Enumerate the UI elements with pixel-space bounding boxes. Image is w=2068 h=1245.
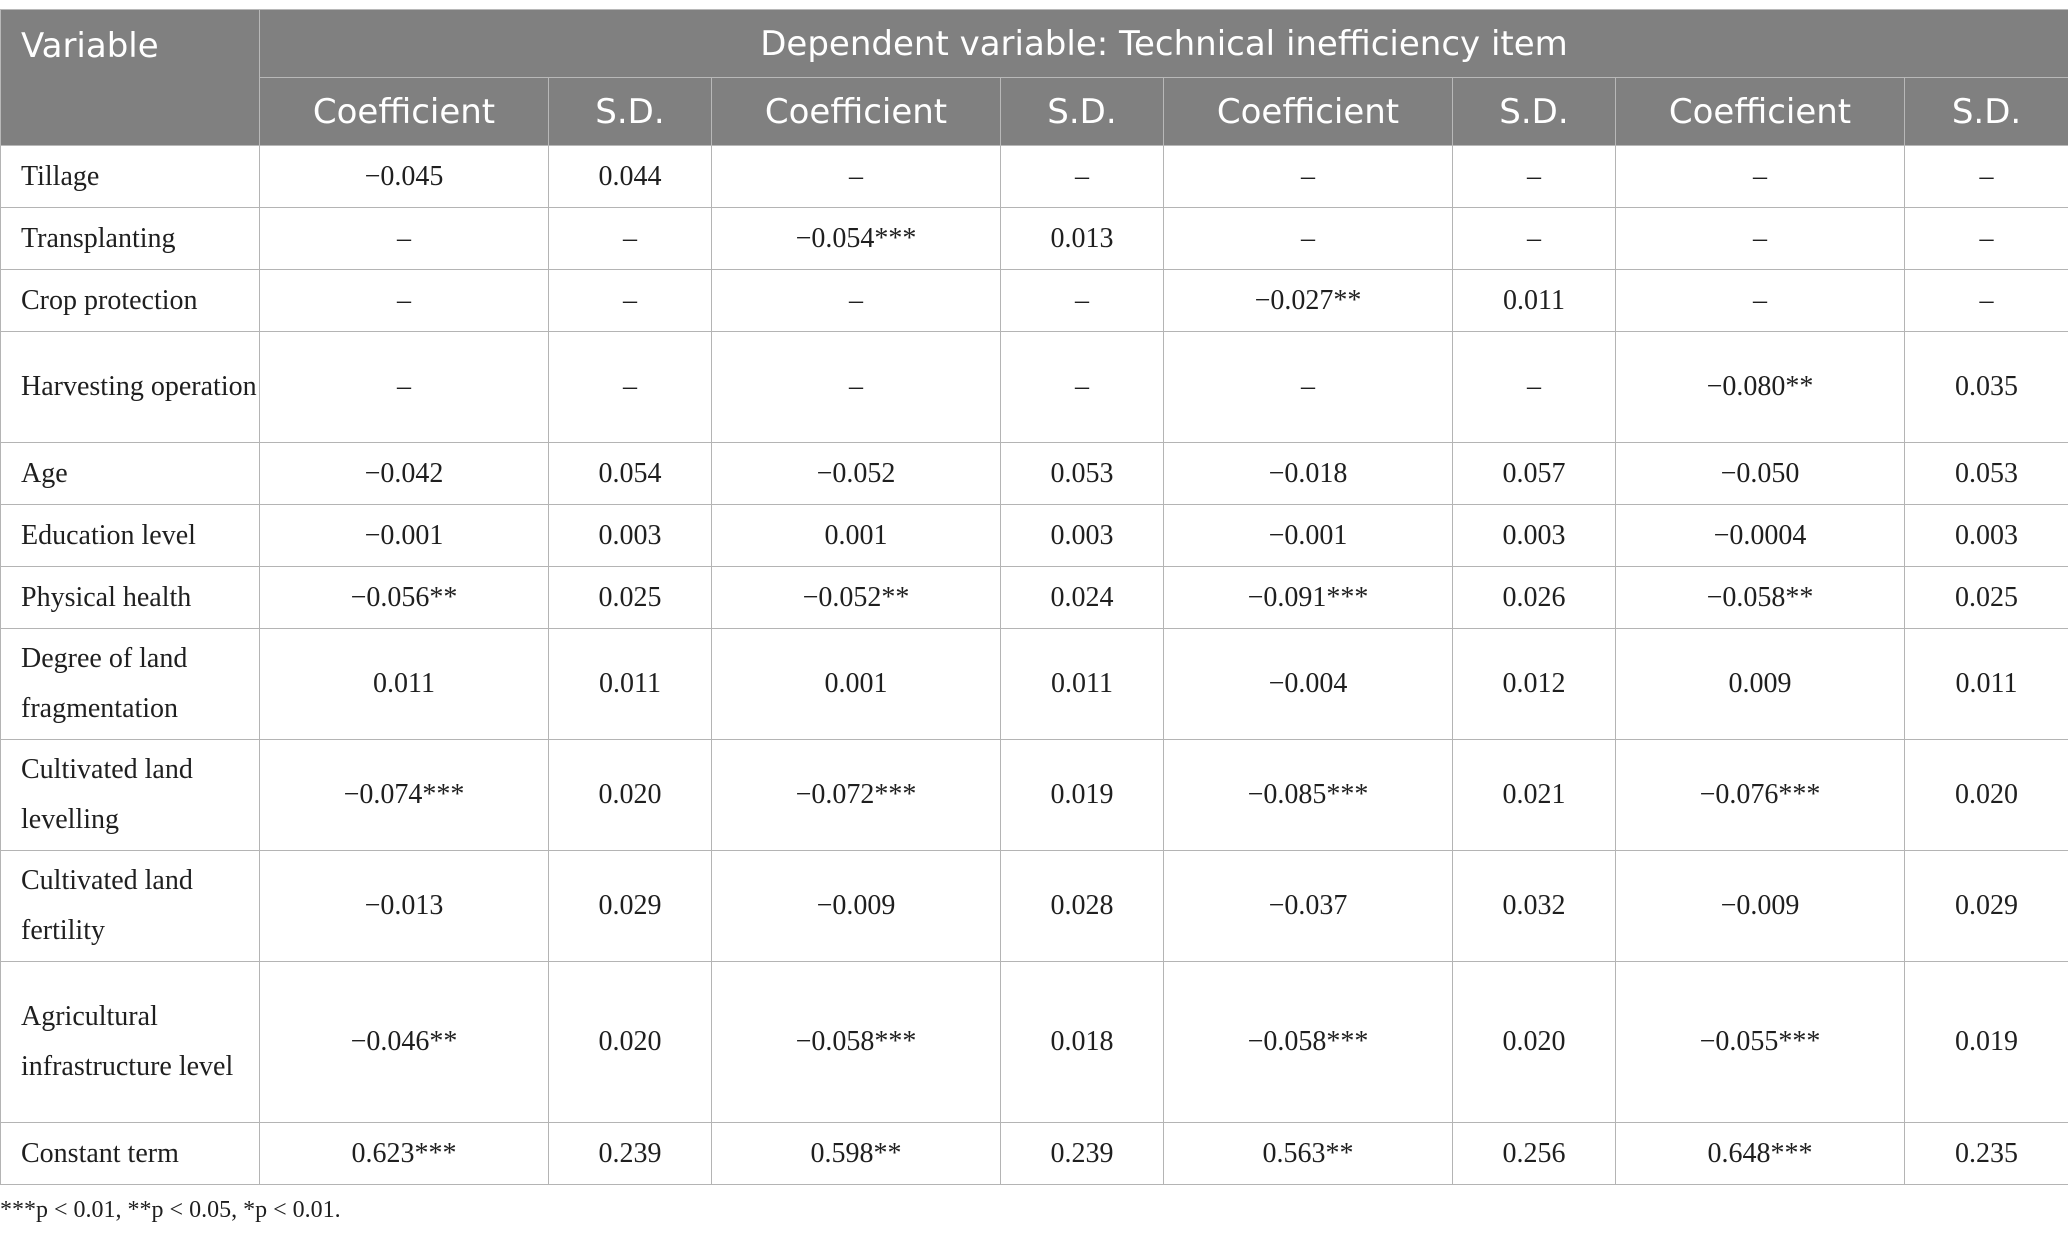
table-row (1, 270, 2068, 332)
sd-header: S.D. (1453, 78, 1616, 146)
sd-cell: – (1453, 332, 1616, 443)
regression-table (0, 9, 2068, 1185)
sd-cell: – (1905, 146, 2068, 208)
sd-cell: – (1453, 146, 1616, 208)
coefficient-cell: −0.001 (260, 505, 549, 567)
significance-footnote: ***p < 0.01, **p < 0.05, *p < 0.01. (0, 1197, 341, 1223)
sd-cell: 0.025 (1905, 567, 2068, 629)
row-label: Education level (1, 505, 260, 567)
table-row (1, 332, 2068, 443)
table-row (1, 740, 2068, 851)
variable-header: Variable (1, 10, 260, 146)
coefficient-cell: −0.058*** (712, 962, 1001, 1123)
sd-cell: – (1001, 146, 1164, 208)
sd-cell: 0.256 (1453, 1123, 1616, 1185)
sd-cell: 0.020 (549, 962, 712, 1123)
sd-cell: – (549, 332, 712, 443)
coefficient-cell: −0.013 (260, 851, 549, 962)
coefficient-cell: −0.080** (1616, 332, 1905, 443)
sd-cell: 0.029 (549, 851, 712, 962)
coefficient-cell: −0.055*** (1616, 962, 1905, 1123)
table-row (1, 567, 2068, 629)
row-label: Cultivated land fertility (1, 851, 260, 962)
sd-cell: 0.044 (549, 146, 712, 208)
coefficient-cell: 0.598** (712, 1123, 1001, 1185)
sd-cell: 0.003 (1905, 505, 2068, 567)
table-row (1, 146, 2068, 208)
sd-cell: 0.011 (1453, 270, 1616, 332)
sd-cell: 0.057 (1453, 443, 1616, 505)
sd-cell: 0.239 (1001, 1123, 1164, 1185)
sd-cell: 0.011 (1001, 629, 1164, 740)
coefficient-cell: – (1616, 146, 1905, 208)
sd-cell: – (1001, 270, 1164, 332)
sd-cell: – (1001, 332, 1164, 443)
row-label: Constant term (1, 1123, 260, 1185)
sd-cell: 0.019 (1001, 740, 1164, 851)
row-label: Tillage (1, 146, 260, 208)
sd-cell: – (1453, 208, 1616, 270)
coefficient-cell: 0.001 (712, 505, 1001, 567)
sd-cell: 0.020 (1453, 962, 1616, 1123)
coefficient-cell: – (260, 332, 549, 443)
sd-cell: 0.021 (1453, 740, 1616, 851)
table-row (1, 851, 2068, 962)
dependent-variable-header: Dependent variable: Technical inefficiency item (260, 10, 2068, 78)
coefficient-cell: – (260, 270, 549, 332)
sd-cell: 0.011 (549, 629, 712, 740)
sd-cell: 0.020 (1905, 740, 2068, 851)
sd-cell: 0.011 (1905, 629, 2068, 740)
sd-cell: 0.053 (1905, 443, 2068, 505)
row-label: Age (1, 443, 260, 505)
sd-header: S.D. (1001, 78, 1164, 146)
coefficient-header: Coefficient (712, 78, 1001, 146)
coefficient-cell: −0.056** (260, 567, 549, 629)
sd-cell: 0.003 (1001, 505, 1164, 567)
sd-cell: 0.029 (1905, 851, 2068, 962)
sd-cell: – (1905, 208, 2068, 270)
row-label: Cultivated land levelling (1, 740, 260, 851)
table-row (1, 962, 2068, 1123)
coefficient-cell: −0.037 (1164, 851, 1453, 962)
row-label: Agricultural infrastructure level (1, 962, 260, 1123)
coefficient-cell: 0.001 (712, 629, 1001, 740)
sd-cell: 0.235 (1905, 1123, 2068, 1185)
coefficient-cell: −0.052** (712, 567, 1001, 629)
sd-cell: 0.018 (1001, 962, 1164, 1123)
coefficient-header: Coefficient (1164, 78, 1453, 146)
coefficient-cell: −0.072*** (712, 740, 1001, 851)
coefficient-cell: −0.076*** (1616, 740, 1905, 851)
row-label: Degree of land fragmentation (1, 629, 260, 740)
coefficient-cell: −0.058*** (1164, 962, 1453, 1123)
sd-cell: 0.032 (1453, 851, 1616, 962)
table-row (1, 1123, 2068, 1185)
sd-cell: – (549, 270, 712, 332)
coefficient-cell: −0.009 (1616, 851, 1905, 962)
coefficient-cell: – (260, 208, 549, 270)
coefficient-cell: −0.042 (260, 443, 549, 505)
sd-cell: 0.239 (549, 1123, 712, 1185)
coefficient-cell: – (1164, 332, 1453, 443)
coefficient-cell: −0.004 (1164, 629, 1453, 740)
sd-cell: 0.053 (1001, 443, 1164, 505)
coefficient-cell: – (712, 270, 1001, 332)
row-label: Transplanting (1, 208, 260, 270)
coefficient-cell: −0.091*** (1164, 567, 1453, 629)
coefficient-cell: 0.563** (1164, 1123, 1453, 1185)
sd-header: S.D. (549, 78, 712, 146)
coefficient-cell: −0.001 (1164, 505, 1453, 567)
coefficient-cell: – (1616, 208, 1905, 270)
coefficient-cell: – (1164, 146, 1453, 208)
coefficient-cell: −0.018 (1164, 443, 1453, 505)
coefficient-cell: – (712, 332, 1001, 443)
coefficient-cell: −0.045 (260, 146, 549, 208)
coefficient-cell: −0.052 (712, 443, 1001, 505)
coefficient-cell: −0.074*** (260, 740, 549, 851)
coefficient-cell: 0.009 (1616, 629, 1905, 740)
sd-cell: 0.025 (549, 567, 712, 629)
coefficient-cell: −0.046** (260, 962, 549, 1123)
table-row (1, 505, 2068, 567)
coefficient-cell: 0.011 (260, 629, 549, 740)
table-row (1, 443, 2068, 505)
sd-cell: – (549, 208, 712, 270)
coefficient-cell: 0.648*** (1616, 1123, 1905, 1185)
sd-cell: 0.003 (1453, 505, 1616, 567)
coefficient-cell: – (712, 146, 1001, 208)
coefficient-cell: −0.050 (1616, 443, 1905, 505)
sd-cell: 0.026 (1453, 567, 1616, 629)
coefficient-cell: 0.623*** (260, 1123, 549, 1185)
sd-cell: 0.054 (549, 443, 712, 505)
row-label: Harvesting operation (1, 332, 260, 443)
coefficient-cell: −0.0004 (1616, 505, 1905, 567)
coefficient-cell: −0.058** (1616, 567, 1905, 629)
coefficient-cell: – (1616, 270, 1905, 332)
sd-cell: 0.013 (1001, 208, 1164, 270)
coefficient-cell: −0.009 (712, 851, 1001, 962)
sd-header: S.D. (1905, 78, 2068, 146)
sd-cell: 0.019 (1905, 962, 2068, 1123)
row-label: Crop protection (1, 270, 260, 332)
sd-cell: 0.012 (1453, 629, 1616, 740)
row-label: Physical health (1, 567, 260, 629)
sd-cell: 0.020 (549, 740, 712, 851)
sd-cell: – (1905, 270, 2068, 332)
table-row (1, 629, 2068, 740)
sd-cell: 0.003 (549, 505, 712, 567)
coefficient-cell: −0.054*** (712, 208, 1001, 270)
table-row (1, 208, 2068, 270)
sd-cell: 0.035 (1905, 332, 2068, 443)
coefficient-header: Coefficient (260, 78, 549, 146)
sd-cell: 0.024 (1001, 567, 1164, 629)
sd-cell: 0.028 (1001, 851, 1164, 962)
coefficient-header: Coefficient (1616, 78, 1905, 146)
coefficient-cell: −0.085*** (1164, 740, 1453, 851)
coefficient-cell: −0.027** (1164, 270, 1453, 332)
coefficient-cell: – (1164, 208, 1453, 270)
